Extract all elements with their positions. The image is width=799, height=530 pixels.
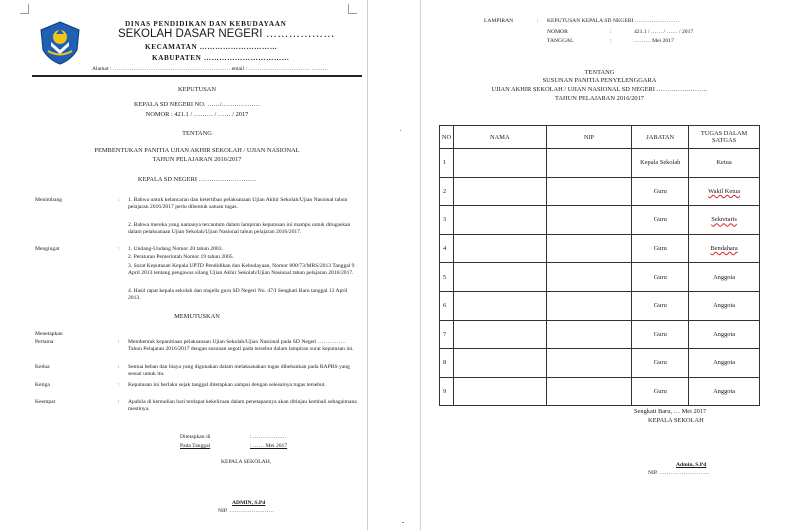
row-nama <box>453 291 546 320</box>
decree-issuer-2: KEPALA SD NEGERI ……………………… <box>137 176 257 183</box>
col-nama: NAMA <box>453 126 546 149</box>
pada-tanggal-label: Pada Tanggal <box>180 443 211 449</box>
menimbang-colon: : <box>118 197 120 203</box>
menimbang-item-1: 1. Bahwa untuk kelancaran dan ketertiban pelaksanaan Ujian Akhir Sekolah/Ujian Nasional tahun pelajaran 2016/2017 perlu dibentuk satuan tugas. <box>128 197 348 211</box>
row-nip <box>546 291 632 320</box>
keempat-label: Keempat <box>35 399 56 405</box>
memutuskan-heading: MEMUTUSKAN <box>174 313 220 320</box>
row-jabatan: Guru <box>632 206 689 235</box>
lampiran-nomor-label: NOMOR <box>547 29 568 35</box>
row-tugas: Anggota <box>689 377 760 406</box>
row-tugas-text: Bendahara <box>710 245 738 253</box>
keempat-text: Apabila di kemudian hari terdapat kekeliruan dalam penetapannya akan ditinjau kembali sebagaimana mestinya. <box>128 399 357 413</box>
letterhead-sekolah: SEKOLAH DASAR NEGERI ……………… <box>118 28 335 40</box>
menimbang-label: Menimbang <box>35 197 63 203</box>
mengingat-item-4: 4. Hasil rapat kepala sekolah dan majelis guru SD Negeri No. 47/I Sengkati Baru tanggal 13 April 2013. <box>128 288 348 302</box>
lampiran-colon: : <box>537 18 539 24</box>
table-row <box>440 291 760 320</box>
ketiga-colon: : <box>118 382 120 388</box>
tut-wuri-handayani-logo-icon <box>37 20 83 66</box>
row-nama <box>453 349 546 378</box>
lampiran-tanggal-value: ……… Mei 2017 <box>634 38 674 44</box>
letterhead-kecamatan: KECAMATAN ………………………… <box>145 43 278 51</box>
letterhead-dinas: DINAS PENDIDIKAN DAN KEBUDAYAAN <box>125 20 287 28</box>
row-nama <box>453 149 546 178</box>
col-no: NO <box>440 126 454 149</box>
row-tugas: Anggota <box>689 291 760 320</box>
pertama-text: Membentuk kepanitiaan pelaksanaan Ujian Sekolah/Ujian Nasional pada SD Negeri ……………Tahun Pelajaran 2016/2017 dengan susunan segoti pada tersebut dalam lampiran surat keputusan ini. <box>128 339 354 353</box>
letterhead-alamat: Alamat : ……………………………………………………… email : …………………………… ……… <box>92 66 329 72</box>
signature-left-nip: NIP. …………………… <box>218 508 274 514</box>
mengingat-item-3: 3. Surat Keputusan Kepala UPTD Pendidikan dan Kebudayaan, Nomor 800/73/MRS/2013 Tanggal 9 April 2013 tentang pengawas silang Ujian Akhir Sekolah/Ujian Nasional tahun pelajaran 2016/2017. <box>128 263 355 277</box>
pertama-label: Pertama <box>35 339 54 345</box>
signature-left-name: ADMIN, S.Pd <box>232 500 266 506</box>
row-no: 4 <box>440 234 454 263</box>
row-jabatan: Guru <box>632 349 689 378</box>
row-tugas-text: Sekretaris <box>711 216 737 224</box>
ketiga-label: Ketiga <box>35 382 50 388</box>
row-no: 5 <box>440 263 454 292</box>
menimbang-item-2: 2. Bahwa mereka yang namanya tercantum dalam lampiran keputusan ini mampu untuk ditugaskan dalam pelaksanaan Ujian Sekolah/Ujian Nasional tahun pelajaran 2016/2017. <box>128 222 351 236</box>
kedua-text: Semua beban dan biaya yang digunakan dalam melaksanakan tugas dibebankan pada RAPBS yang sesuai untuk itu. <box>128 364 350 378</box>
row-tugas: Anggota <box>689 320 760 349</box>
row-nip <box>546 149 632 178</box>
decree-title: KEPUTUSAN <box>178 86 216 93</box>
row-jabatan: Kepala Sekolah <box>632 149 689 178</box>
col-tugas <box>689 126 760 149</box>
table-row <box>440 177 760 206</box>
lampiran-tanggal-colon: : <box>610 38 612 44</box>
ditetapkan-label: Ditetapkan di <box>180 434 211 440</box>
col-tugas-line-2: SATGAS <box>712 137 737 144</box>
col-nip: NIP <box>546 126 632 149</box>
row-nip <box>546 206 632 235</box>
row-no: 3 <box>440 206 454 235</box>
cursor-dot <box>400 130 401 131</box>
row-no: 8 <box>440 349 454 378</box>
table-header-row <box>440 126 760 149</box>
table-row <box>440 263 760 292</box>
row-tugas: Anggota <box>689 349 760 378</box>
mengingat-item-2: 2. Peraturan Pemerintah Nomor 19 tahun 2005. <box>128 254 234 260</box>
letterhead-kabupaten: KABUPATEN …………………………… <box>152 54 290 62</box>
row-jabatan: Guru <box>632 377 689 406</box>
row-nip <box>546 320 632 349</box>
ketiga-text: Keputusan ini berlaku sejak tanggal ditetapkan sampai dengan selesainya tugas tersebut. <box>128 382 326 388</box>
kedua-label: Kedua <box>35 364 50 370</box>
row-nip <box>546 263 632 292</box>
row-nama <box>453 263 546 292</box>
signature-left-role: KEPALA SEKOLAH, <box>221 459 272 465</box>
signature-right-place-date: Sengkati Baru, … Mei 2017 <box>634 408 707 415</box>
decree-issuer: KEPALA SD NEGERI NO. ……/……………… <box>134 101 260 108</box>
signature-right-name: Admin, S.Pd <box>676 462 707 468</box>
committee-table <box>439 125 760 406</box>
row-nama <box>453 320 546 349</box>
cursor-dot <box>402 522 404 523</box>
decree-subject-year: TAHUN PELAJARAN 2016/2017 <box>152 156 242 163</box>
row-nip <box>546 377 632 406</box>
keempat-colon: : <box>118 399 120 405</box>
lampiran-value: KEPUTUSAN KEPALA SD NEGERI …………………… <box>547 18 680 24</box>
row-jabatan: Guru <box>632 263 689 292</box>
row-no: 9 <box>440 377 454 406</box>
mengingat-colon: : <box>118 246 120 252</box>
kedua-colon: : <box>118 364 120 370</box>
table-row <box>440 320 760 349</box>
row-jabatan: Guru <box>632 291 689 320</box>
row-jabatan: Guru <box>632 234 689 263</box>
row-no: 6 <box>440 291 454 320</box>
row-jabatan: Guru <box>632 320 689 349</box>
row-nip <box>546 234 632 263</box>
row-no: 7 <box>440 320 454 349</box>
col-jabatan: JABATAN <box>632 126 689 149</box>
annex-tentang: TENTANG <box>584 69 615 76</box>
row-tugas <box>689 177 760 206</box>
row-no: 1 <box>440 149 454 178</box>
table-row <box>440 377 760 406</box>
row-tugas-text: Wakil Ketua <box>708 187 741 195</box>
row-no: 2 <box>440 177 454 206</box>
row-nama <box>453 206 546 235</box>
row-tugas: Anggota <box>689 263 760 292</box>
crop-mark <box>28 4 29 14</box>
lampiran-nomor-colon: : <box>610 29 612 35</box>
crop-mark <box>348 4 349 14</box>
decree-subject: PEMBENTUKAN PANITIA UJIAN AKHIR SEKOLAH / UJIAN NASIONAL <box>94 147 300 154</box>
row-tugas <box>689 206 760 235</box>
row-tugas <box>689 234 760 263</box>
decree-tentang: TENTANG <box>182 130 212 137</box>
annex-line-2: UJIAN AKHIR SEKOLAH / UJIAN NASIONAL SD NEGERI …………………… <box>491 86 708 93</box>
row-tugas: Ketua <box>689 149 760 178</box>
mengingat-label: Mengingat <box>35 246 60 252</box>
pertama-colon: : <box>118 339 120 345</box>
annex-line-1: SUSUNAN PANITIA PENYELENGGARA <box>542 77 657 84</box>
annex-line-3: TAHUN PELAJARAN 2016/2017 <box>555 95 644 102</box>
row-nama <box>453 377 546 406</box>
lampiran-nomor-value: 421.1 / …… / …… / 2017 <box>634 29 694 35</box>
ditetapkan-value: : ……………… <box>250 434 287 440</box>
crop-mark <box>348 13 357 14</box>
table-row <box>440 234 760 263</box>
row-nip <box>546 349 632 378</box>
pada-tanggal-value: : …… Mei 2017 <box>250 443 288 449</box>
decree-number: NOMOR : 421.1 / ……… / …… / 2017 <box>145 111 249 118</box>
table-row <box>440 206 760 235</box>
row-jabatan: Guru <box>632 177 689 206</box>
signature-right-role: KEPALA SEKOLAH <box>648 417 704 424</box>
row-nama <box>453 177 546 206</box>
mengingat-item-1: 1. Undang-Undang Nomor 20 tahun 2003. <box>128 246 223 252</box>
row-nama <box>453 234 546 263</box>
lampiran-tanggal-label: TANGGAL <box>547 38 574 44</box>
menetapkan-label: Menetapkan <box>35 331 63 337</box>
signature-right-nip: NIP. ……………………… <box>648 470 710 476</box>
lampiran-label: LAMPIRAN <box>484 18 514 24</box>
col-tugas-line-1: TUGAS DALAM <box>700 130 748 137</box>
row-nip <box>546 177 632 206</box>
table-row <box>440 149 760 178</box>
letterhead-divider <box>32 75 362 77</box>
table-row <box>440 349 760 378</box>
